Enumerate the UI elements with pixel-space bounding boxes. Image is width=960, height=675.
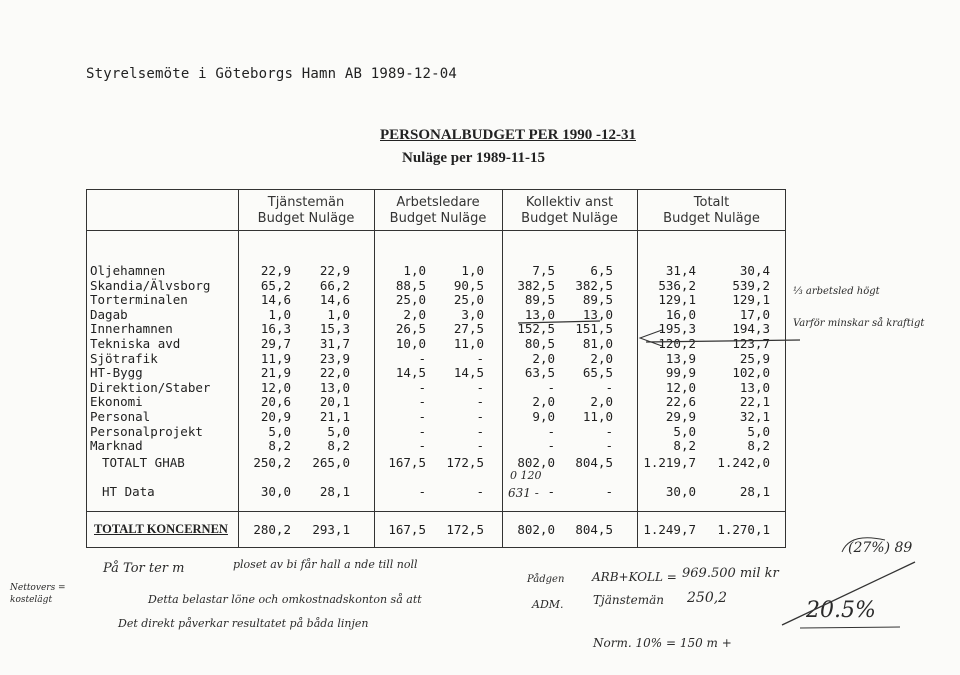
table-cell: 14,6 <box>260 292 291 308</box>
table-cell: 89,5 <box>524 292 555 308</box>
table-cell: 120,2 <box>658 336 696 351</box>
total-cell: 172,5 <box>446 522 484 537</box>
hand-left-note: Nettovers = kostelägt <box>10 583 66 605</box>
table-cell: - <box>418 423 426 439</box>
hand-small-631: 631 - <box>508 486 539 500</box>
col-group-label: Tjänstemän <box>267 195 345 210</box>
row-label-row-11: Personalprojekt <box>90 423 203 439</box>
table-cell: 12,0 <box>260 379 291 395</box>
row-label-row-7: HT-Bygg <box>90 365 143 381</box>
header-rule <box>86 230 786 231</box>
table-cell: 129,1 <box>658 292 696 308</box>
col-group-label: Totalt <box>693 195 730 210</box>
row-label-row-2: Torterminalen <box>90 292 188 308</box>
table-cell: 80,5 <box>524 336 555 351</box>
table-cell: 23,9 <box>319 350 350 366</box>
total-cell: 265,0 <box>312 455 350 470</box>
table-cell: 194,3 <box>732 321 770 337</box>
row-label-row-5: Tekniska avd <box>90 336 181 351</box>
hand-arb-value: 969.500 mil kr <box>682 566 779 581</box>
table-cell: - <box>418 409 426 424</box>
total-cell: 28,1 <box>319 484 350 499</box>
table-cell: 1,0 <box>268 306 291 322</box>
col-sub-label: Budget Nuläge <box>663 211 760 226</box>
hand-line-1b: ploset av bi får hall a nde till noll <box>233 558 418 571</box>
total-cell: 30,0 <box>665 484 696 499</box>
table-cell: 29,7 <box>260 336 291 351</box>
konc-label: TOTALT KONCERNEN <box>94 522 228 536</box>
table-cell: - <box>547 423 555 439</box>
total-cell: 1.219,7 <box>643 455 696 470</box>
table-cell: 1,0 <box>403 263 426 278</box>
table-cell: 8,2 <box>268 438 291 454</box>
underline-pct <box>800 627 900 628</box>
table-cell: - <box>605 423 613 439</box>
table-divider-4 <box>637 189 638 548</box>
table-cell: 7,5 <box>532 263 555 278</box>
hand-pct-top: (27%) 89 <box>848 540 913 556</box>
total-cell: 167,5 <box>388 522 426 537</box>
table-cell: 2,0 <box>532 394 555 410</box>
hand-note-varfor: Varför minskar så kraftigt <box>793 318 925 329</box>
table-cell: - <box>476 379 484 395</box>
table-cell: 536,2 <box>658 277 696 293</box>
hand-arb: ARB+KOLL = <box>592 570 677 584</box>
col-group-label: Kollektiv anst <box>525 195 614 210</box>
table-cell: 13,0 <box>524 306 555 322</box>
table-cell: - <box>476 350 484 366</box>
table-cell: - <box>418 379 426 395</box>
total-ghab-label: TOTALT GHAB <box>102 455 185 470</box>
hand-small-120: 0 120 <box>510 469 542 482</box>
table-cell: - <box>547 438 555 454</box>
table-cell: 63,5 <box>524 365 555 381</box>
table-cell: 14,6 <box>319 292 350 308</box>
total-cell: 804,5 <box>575 455 613 470</box>
table-cell: 22,0 <box>319 365 350 381</box>
total-cell: 172,5 <box>446 455 484 470</box>
total-cell: 804,5 <box>575 522 613 537</box>
table-cell: 382,5 <box>517 277 555 293</box>
table-cell: 151,5 <box>575 321 613 337</box>
table-cell: 88,5 <box>395 277 426 293</box>
table-cell: 195,3 <box>658 321 696 337</box>
table-cell: 8,2 <box>673 438 696 454</box>
row-label-row-10: Personal <box>90 409 151 424</box>
table-cell: 5,0 <box>673 423 696 439</box>
row-label-row-9: Ekonomi <box>90 394 143 410</box>
table-cell: - <box>418 350 426 366</box>
table-cell: 152,5 <box>517 321 555 337</box>
table-cell: 16,0 <box>665 306 696 322</box>
table-cell: - <box>605 438 613 454</box>
col-group-label: Arbetsledare <box>396 195 480 210</box>
table-cell: 15,3 <box>319 321 350 337</box>
hand-line-1: På Tor ter m <box>103 561 185 576</box>
table-cell: 5,0 <box>747 423 770 439</box>
table-cell: 13,0 <box>582 306 613 322</box>
table-cell: 20,6 <box>260 394 291 410</box>
table-cell: 22,9 <box>260 263 291 278</box>
table-cell: 17,0 <box>739 306 770 322</box>
total-cell: 28,1 <box>739 484 770 499</box>
table-cell: 20,9 <box>260 409 291 424</box>
table-cell: 102,0 <box>732 365 770 381</box>
table-cell: 8,2 <box>327 438 350 454</box>
table-cell: 13,9 <box>665 350 696 366</box>
col-head-totalt <box>637 195 786 227</box>
table-cell: 89,5 <box>582 292 613 308</box>
table-cell: 13,0 <box>319 379 350 395</box>
total-cell: - <box>605 484 613 499</box>
table-cell: 16,3 <box>260 321 291 337</box>
row-label-row-1: Skandia/Älvsborg <box>90 277 211 293</box>
total-cell: - <box>418 484 426 499</box>
page-header: Styrelsemöte i Göteborgs Hamn AB 1989-12-04 <box>86 66 458 82</box>
hand-pct-big: 20.5% <box>806 598 876 623</box>
table-cell: 5,0 <box>327 423 350 439</box>
col-sub-label: Budget Nuläge <box>521 211 618 226</box>
table-cell: - <box>418 394 426 410</box>
table-cell: 29,9 <box>665 409 696 424</box>
total-cell: 802,0 <box>517 522 555 537</box>
table-cell: 2,0 <box>532 350 555 366</box>
table-cell: 11,0 <box>582 409 613 424</box>
col-head-tjansteman <box>238 195 374 227</box>
table-cell: 25,0 <box>395 292 426 308</box>
table-cell: 21,1 <box>319 409 350 424</box>
table-cell: 1,0 <box>461 263 484 278</box>
table-cell: 11,9 <box>260 350 291 366</box>
table-cell: 11,0 <box>453 336 484 351</box>
table-cell: 31,7 <box>319 336 350 351</box>
table-cell: 32,1 <box>739 409 770 424</box>
table-cell: 13,0 <box>739 379 770 395</box>
table-cell: 90,5 <box>453 277 484 293</box>
total-cell: - <box>547 484 555 499</box>
total-cell: 293,1 <box>312 522 350 537</box>
table-cell: 539,2 <box>732 277 770 293</box>
table-cell: 65,5 <box>582 365 613 381</box>
col-sub-label: Budget Nuläge <box>257 211 355 226</box>
table-cell: 31,4 <box>665 263 696 278</box>
row-label-row-8: Direktion/Staber <box>90 379 211 395</box>
table-cell: 26,5 <box>395 321 426 337</box>
table-cell: 27,5 <box>453 321 484 337</box>
row-label-row-12: Marknad <box>90 438 143 454</box>
table-cell: 21,9 <box>260 365 291 381</box>
table-cell: 123,7 <box>732 336 770 351</box>
table-cell: 8,2 <box>747 438 770 454</box>
budget-title: PERSONALBUDGET PER 1990 -12-31 <box>380 127 636 143</box>
table-cell: 22,6 <box>665 394 696 410</box>
row-label-row-3: Dagab <box>90 306 128 322</box>
total-cell: 802,0 <box>517 455 555 470</box>
table-cell: 2,0 <box>403 306 426 322</box>
table-cell: - <box>605 379 613 395</box>
row-label-row-0: Oljehamnen <box>90 263 166 278</box>
row-label-row-4: Innerhamnen <box>90 321 173 337</box>
total-cell: 30,0 <box>260 484 291 499</box>
table-cell: - <box>476 409 484 424</box>
table-cell: 2,0 <box>590 394 613 410</box>
col-head-kollektiv <box>502 195 637 227</box>
total-cell: 1.249,7 <box>643 522 696 537</box>
hand-line-3: Det direkt påverkar resultatet på båda linjen <box>118 617 369 630</box>
table-cell: - <box>476 423 484 439</box>
table-cell: 12,0 <box>665 379 696 395</box>
budget-subtitle: Nuläge per 1989-11-15 <box>402 150 546 166</box>
table-cell: 99,9 <box>665 365 696 381</box>
col-head-arbetsledare <box>374 195 502 227</box>
table-cell: - <box>418 438 426 454</box>
table-cell: 5,0 <box>268 423 291 439</box>
table-cell: 30,4 <box>739 263 770 278</box>
table-cell: 10,0 <box>395 336 426 351</box>
table-cell: 22,1 <box>739 394 770 410</box>
table-cell: - <box>476 438 484 454</box>
table-cell: 22,9 <box>319 263 350 278</box>
table-cell: 81,0 <box>582 336 613 351</box>
total-cell: 280,2 <box>253 522 291 537</box>
table-cell: 129,1 <box>732 292 770 308</box>
hand-tjan: Tjänstemän <box>593 593 664 607</box>
table-cell: 20,1 <box>319 394 350 410</box>
table-cell: 2,0 <box>590 350 613 366</box>
table-cell: 25,9 <box>739 350 770 366</box>
table-cell: 65,2 <box>260 277 291 293</box>
ht-data-label: HT Data <box>102 484 155 499</box>
total-cell: - <box>476 484 484 499</box>
table-cell: 14,5 <box>453 365 484 381</box>
hand-line-2: Detta belastar löne och omkostnadskonton så att <box>148 593 422 606</box>
total-cell: 1.270,1 <box>717 522 770 537</box>
table-cell: - <box>476 394 484 410</box>
hand-pad: Pådgen <box>527 574 565 585</box>
hand-tjan-value: 250,2 <box>687 590 728 606</box>
table-cell: 14,5 <box>395 365 426 381</box>
table-cell: 382,5 <box>575 277 613 293</box>
table-cell: 25,0 <box>453 292 484 308</box>
table-cell: - <box>547 379 555 395</box>
table-cell: 1,0 <box>327 306 350 322</box>
total-cell: 167,5 <box>388 455 426 470</box>
table-cell: 6,5 <box>590 263 613 278</box>
konc-rule-top <box>86 511 786 512</box>
row-label-row-6: Sjötrafik <box>90 350 158 366</box>
table-cell: 9,0 <box>532 409 555 424</box>
table-cell: 66,2 <box>319 277 350 293</box>
hand-note-arbetsled: ⅓ arbetsled högt <box>793 286 880 297</box>
total-cell: 250,2 <box>253 455 291 470</box>
hand-norm: Norm. 10% = 150 m + <box>593 636 732 650</box>
hand-adm: ADM. <box>532 598 564 611</box>
table-cell: 3,0 <box>461 306 484 322</box>
total-cell: 1.242,0 <box>717 455 770 470</box>
col-sub-label: Budget Nuläge <box>389 211 487 226</box>
